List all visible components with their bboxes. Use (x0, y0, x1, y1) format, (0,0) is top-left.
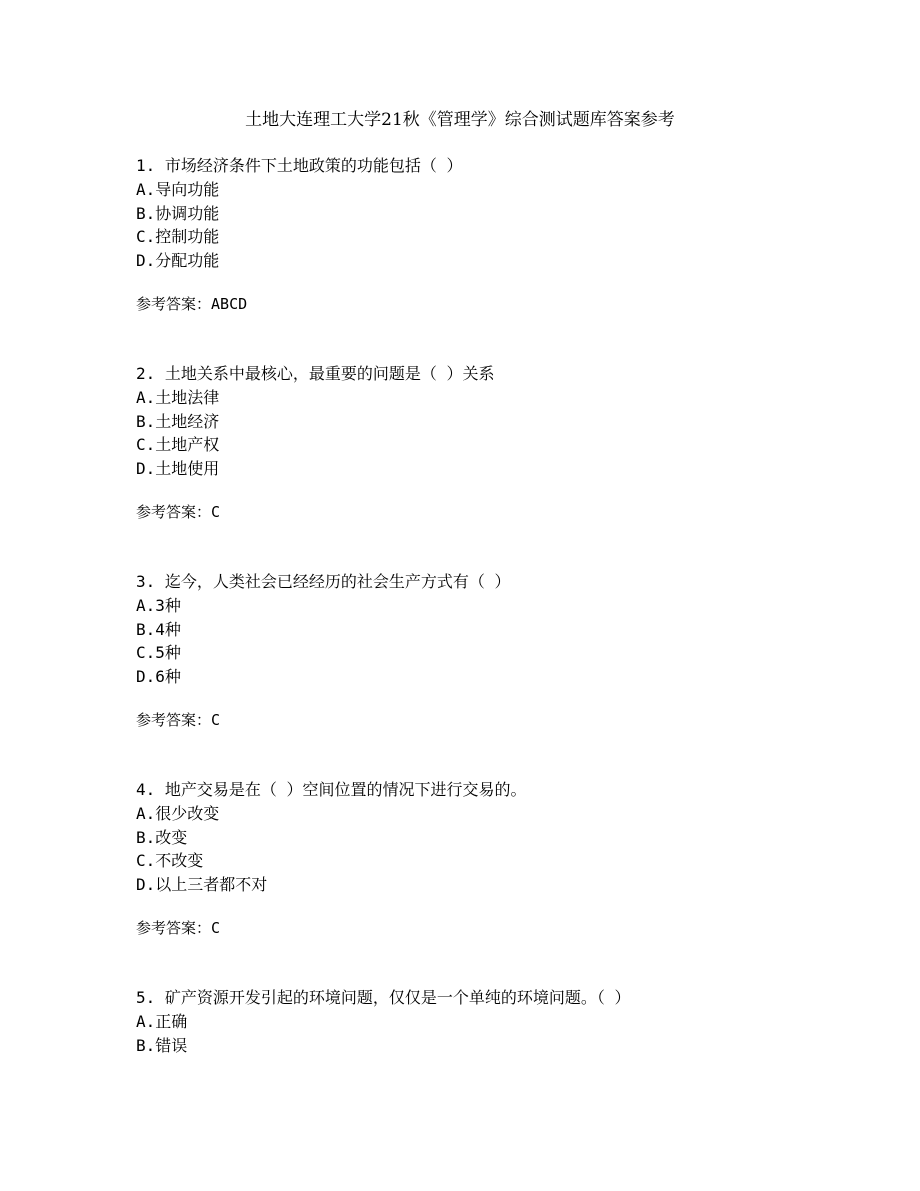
option-a: A.导向功能 (136, 180, 220, 199)
answer-value: C (211, 503, 221, 521)
question-1 (136, 154, 836, 315)
option-d: D.土地使用 (136, 458, 220, 478)
option-b: B.4种 (136, 619, 181, 639)
question-stem: 2. 土地关系中最核心，最重要的问题是（ ）关系 (136, 364, 495, 383)
option-b: B.改变 (136, 827, 188, 847)
option-b: B.土地经济 (136, 411, 220, 431)
answer-label: 参考答案： (136, 295, 212, 313)
reference-answer (136, 293, 836, 315)
reference-answer (136, 501, 836, 523)
option-c: C.5种 (136, 643, 181, 662)
option-d: D.分配功能 (136, 250, 220, 270)
answer-value: ABCD (211, 295, 248, 313)
reference-answer (136, 917, 836, 939)
option-c: C.控制功能 (136, 227, 220, 246)
question-2 (136, 362, 836, 523)
reference-answer (136, 709, 836, 731)
answer-value: C (211, 711, 221, 729)
document-title: 土地大连理工大学21秋《管理学》综合测试题库答案参考 (245, 110, 675, 130)
question-stem: 4. 地产交易是在（ ）空间位置的情况下进行交易的。 (136, 780, 527, 799)
question-3 (136, 570, 836, 731)
question-4 (136, 778, 836, 939)
answer-label: 参考答案： (136, 503, 212, 521)
option-a: A.土地法律 (136, 388, 220, 407)
option-c: C.土地产权 (136, 435, 220, 454)
question-stem: 5. 矿产资源开发引起的环境问题，仅仅是一个单纯的环境问题。（ ） (136, 988, 631, 1007)
answer-value: C (211, 919, 221, 937)
option-a: A.3种 (136, 596, 181, 615)
option-d: D.6种 (136, 666, 181, 686)
option-c: C.不改变 (136, 851, 204, 870)
option-b: B.错误 (136, 1035, 188, 1055)
answer-label: 参考答案： (136, 919, 212, 937)
option-a: A.正确 (136, 1012, 188, 1031)
option-d: D.以上三者都不对 (136, 874, 268, 894)
question-stem: 1. 市场经济条件下土地政策的功能包括（ ） (136, 156, 463, 175)
option-a: A.很少改变 (136, 804, 220, 823)
answer-label: 参考答案： (136, 711, 212, 729)
question-5 (136, 986, 836, 1057)
option-b: B.协调功能 (136, 203, 220, 223)
question-stem: 3. 迄今，人类社会已经经历的社会生产方式有（ ） (136, 572, 511, 591)
